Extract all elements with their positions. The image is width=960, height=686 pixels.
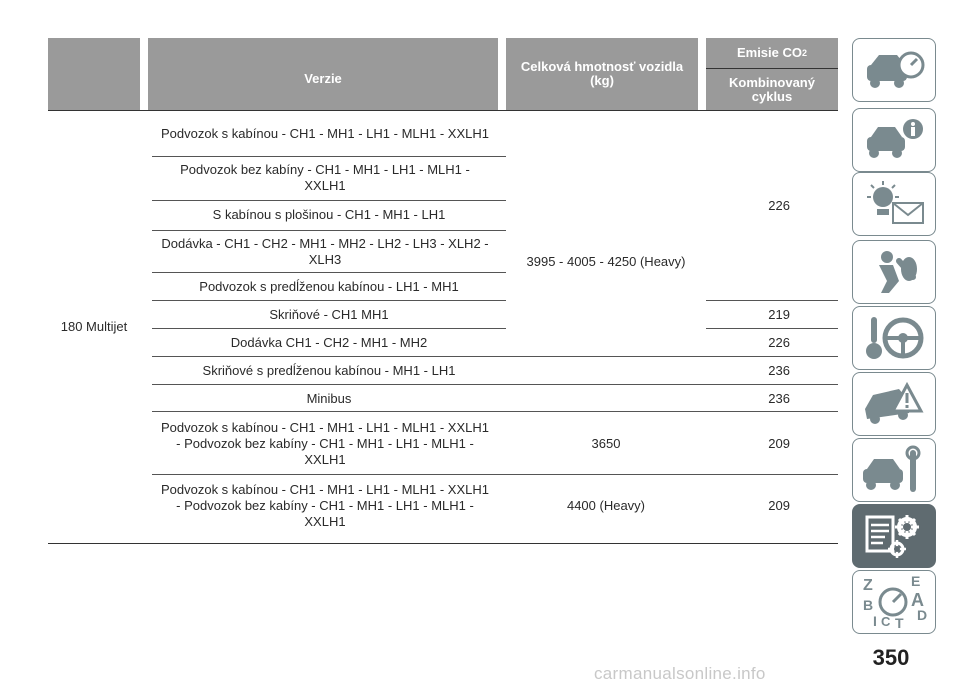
index-letter: C — [881, 614, 891, 629]
row-version: Podvozok s kabínou - CH1 - MH1 - LH1 - MLH1 - XXLH1 - Podvozok bez kabíny - CH1 - MH1 - LH1 - MLH1 - XXLH1 — [160, 482, 489, 529]
engine-label: 180 Multijet — [60, 319, 128, 334]
header-weight: Celková hmotnosť vozidla (kg) — [506, 38, 698, 110]
row-divider — [152, 411, 838, 412]
row-co2: 236 — [768, 391, 790, 406]
row-divider — [152, 230, 506, 231]
car-wrench-icon — [859, 445, 929, 495]
row-divider — [152, 156, 506, 157]
row-divider — [152, 272, 506, 273]
row-co2: 219 — [768, 307, 790, 322]
row-co2: 226 — [768, 335, 790, 350]
header-emission-label: Emisie CO — [736, 45, 802, 60]
index-letter: Z — [863, 577, 873, 594]
warning-light-envelope-icon — [859, 179, 929, 229]
car-dashboard-icon — [859, 45, 929, 95]
row-version: S kabínou s plošinou - CH1 - MH1 - LH1 — [212, 207, 446, 222]
index-letter: E — [911, 574, 921, 589]
alphabet-index-icon — [859, 574, 929, 630]
row-version: Skriňové s predĺženou kabínou - MH1 - LH1 — [202, 363, 456, 378]
row-co2: 236 — [768, 363, 790, 378]
index-letter: T — [895, 615, 904, 630]
page-number: 350 — [872, 645, 910, 670]
tab-maintenance[interactable] — [852, 438, 936, 502]
row-version: Podvozok s predĺženou kabínou - LH1 - MH1 — [199, 279, 459, 294]
row-divider — [152, 200, 506, 201]
header-combined: Kombinovaný cyklus — [706, 69, 838, 110]
row-weight: 4400 (Heavy) — [566, 498, 646, 513]
row-weight: 3650 — [591, 436, 621, 451]
header-emission — [706, 38, 838, 68]
index-letter: I — [873, 613, 877, 629]
row-co2: 209 — [768, 498, 790, 513]
table-bottom-line — [48, 543, 838, 544]
row-version: Podvozok s kabínou - CH1 - MH1 - LH1 - MLH1 - XXLH1 — [160, 126, 489, 141]
row-divider — [152, 328, 506, 329]
tab-info[interactable] — [852, 108, 936, 172]
header-version: Verzie — [148, 38, 498, 110]
technical-data-gear-icon — [859, 509, 929, 563]
tab-emergency[interactable] — [852, 372, 936, 436]
tab-starting-driving[interactable] — [852, 306, 936, 370]
key-steering-wheel-icon — [859, 313, 929, 363]
row-co2: 209 — [768, 436, 790, 451]
weight-merged: 3995 - 4005 - 4250 (Heavy) — [526, 254, 686, 269]
row-version: Dodávka CH1 - CH2 - MH1 - MH2 — [230, 335, 428, 350]
header-bottom-line — [48, 110, 838, 111]
row-version: Podvozok bez kabíny - CH1 - MH1 - LH1 - MLH1 - XXLH1 — [180, 162, 470, 193]
car-emergency-icon — [859, 379, 929, 429]
tab-technical-data[interactable] — [852, 504, 936, 568]
row-divider — [706, 300, 838, 301]
header-emission-subscript: 2 — [802, 48, 808, 58]
car-info-icon — [859, 115, 929, 165]
index-letter: D — [917, 607, 928, 623]
tab-index[interactable] — [852, 570, 936, 634]
co2-merged: 226 — [768, 198, 790, 213]
row-divider — [152, 384, 838, 385]
header-spacer — [48, 38, 140, 110]
tab-warning-lights[interactable] — [852, 172, 936, 236]
tab-safety[interactable] — [852, 240, 936, 304]
row-version: Podvozok s kabínou - CH1 - MH1 - LH1 - MLH1 - XXLH1 - Podvozok bez kabíny - CH1 - MH1 - LH1 - MLH1 - XXLH1 — [160, 420, 489, 467]
row-version: Dodávka - CH1 - CH2 - MH1 - MH2 - LH2 - LH3 - XLH2 - XLH3 — [161, 236, 489, 267]
seat-airbag-icon — [859, 247, 929, 297]
row-divider — [152, 300, 506, 301]
row-divider — [152, 474, 838, 475]
index-letter: A — [911, 590, 924, 610]
row-divider — [152, 356, 838, 357]
row-version: Minibus — [306, 391, 352, 406]
watermark: carmanualsonline.info — [594, 664, 766, 683]
row-version: Skriňové - CH1 MH1 — [269, 307, 389, 322]
index-letter: B — [863, 597, 874, 613]
row-divider — [706, 328, 838, 329]
tab-dashboard[interactable] — [852, 38, 936, 102]
